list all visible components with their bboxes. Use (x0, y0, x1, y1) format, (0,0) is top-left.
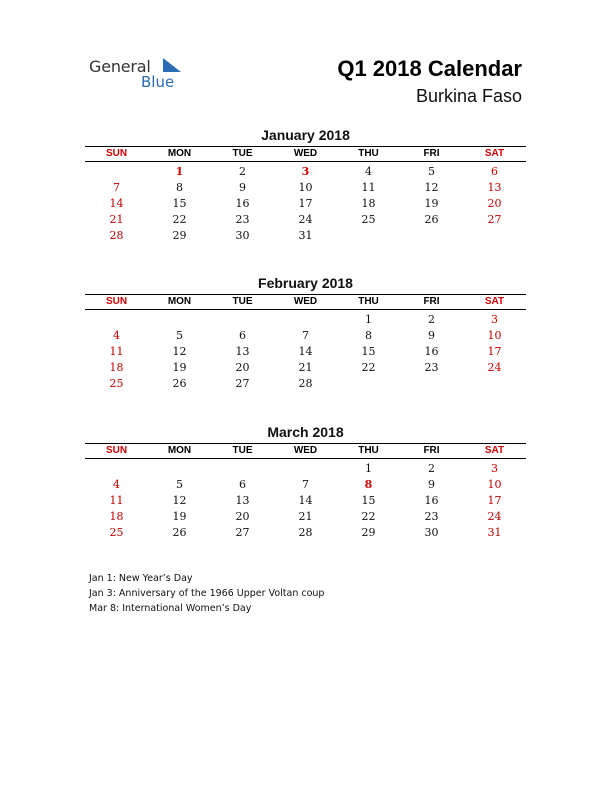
day-cell: 31 (487, 526, 502, 539)
day-cell: 18 (361, 197, 376, 210)
day-cell: 24 (487, 510, 502, 523)
day-cell: 8 (364, 478, 373, 491)
day-grid (85, 312, 526, 392)
day-cell: 22 (361, 510, 376, 523)
weekday-header (85, 443, 526, 459)
day-cell: 16 (235, 197, 250, 210)
day-cell: 2 (428, 462, 435, 475)
day-cell: 20 (235, 361, 250, 374)
empty-day-cell (211, 461, 274, 477)
month-block (85, 274, 526, 392)
day-cell: 9 (428, 329, 435, 342)
day-cell: 17 (487, 345, 502, 358)
holiday-note: Mar 8: International Women’s Day (89, 603, 252, 614)
day-cell: 10 (298, 181, 313, 194)
day-cell: 19 (424, 197, 439, 210)
day-cell: 13 (487, 181, 502, 194)
logo (89, 54, 199, 94)
logo-triangle-icon (163, 58, 181, 72)
day-cell: 24 (298, 213, 313, 226)
day-cell: 7 (302, 478, 309, 491)
day-grid (85, 461, 526, 541)
day-cell: 6 (239, 329, 246, 342)
weekday-label: SUN (105, 148, 128, 159)
weekday-label: FRI (423, 148, 440, 159)
day-cell: 27 (235, 526, 250, 539)
day-cell: 23 (235, 213, 250, 226)
page-title: Q1 2018 Calendar (337, 56, 522, 81)
day-cell: 12 (172, 494, 187, 507)
day-cell: 6 (239, 478, 246, 491)
empty-day-cell (274, 312, 337, 328)
day-cell: 22 (361, 361, 376, 374)
day-cell: 20 (487, 197, 502, 210)
day-cell: 6 (491, 165, 498, 178)
day-cell: 12 (172, 345, 187, 358)
day-cell: 12 (424, 181, 439, 194)
empty-day-cell (148, 312, 211, 328)
day-cell: 9 (428, 478, 435, 491)
day-cell: 10 (487, 329, 502, 342)
day-cell: 21 (298, 510, 313, 523)
day-cell: 2 (239, 165, 246, 178)
day-cell: 3 (491, 462, 498, 475)
weekday-header (85, 146, 526, 162)
day-grid (85, 164, 526, 244)
month-name: February 2018 (258, 275, 353, 291)
day-cell: 25 (109, 526, 124, 539)
day-cell: 4 (113, 478, 120, 491)
month-name: January 2018 (261, 127, 350, 143)
day-cell: 26 (172, 526, 187, 539)
weekday-label: WED (293, 296, 318, 307)
day-cell: 1 (365, 462, 372, 475)
weekday-label: TUE (232, 445, 253, 456)
day-cell: 26 (424, 213, 439, 226)
day-cell: 4 (113, 329, 120, 342)
day-cell: 28 (298, 526, 313, 539)
month-name: March 2018 (267, 424, 344, 440)
day-cell: 18 (109, 510, 124, 523)
day-cell: 28 (298, 377, 313, 390)
day-cell: 5 (176, 478, 183, 491)
day-cell: 30 (235, 229, 250, 242)
page-subtitle: Burkina Faso (415, 86, 522, 106)
day-cell: 17 (487, 494, 502, 507)
day-cell: 16 (424, 494, 439, 507)
day-cell: 1 (175, 165, 184, 178)
day-cell: 18 (109, 361, 124, 374)
day-cell: 21 (298, 361, 313, 374)
day-cell: 1 (365, 313, 372, 326)
day-cell: 13 (235, 345, 250, 358)
day-cell: 10 (487, 478, 502, 491)
empty-day-cell (148, 461, 211, 477)
day-cell: 8 (365, 329, 372, 342)
day-cell: 22 (172, 213, 187, 226)
day-cell: 3 (301, 165, 310, 178)
day-cell: 13 (235, 494, 250, 507)
weekday-label: SAT (484, 296, 505, 307)
day-cell: 23 (424, 361, 439, 374)
weekday-label: THU (358, 445, 379, 456)
day-cell: 29 (172, 229, 187, 242)
month-block (85, 423, 526, 541)
weekday-label: MON (167, 296, 192, 307)
day-cell: 4 (365, 165, 372, 178)
empty-day-cell (85, 164, 148, 180)
weekday-label: SAT (484, 148, 505, 159)
day-cell: 11 (109, 345, 124, 358)
empty-day-cell (85, 312, 148, 328)
weekday-label: FRI (423, 445, 440, 456)
day-cell: 11 (109, 494, 124, 507)
day-cell: 15 (172, 197, 187, 210)
empty-day-cell (274, 461, 337, 477)
day-cell: 31 (298, 229, 313, 242)
month-block (85, 126, 526, 244)
day-cell: 27 (487, 213, 502, 226)
day-cell: 20 (235, 510, 250, 523)
day-cell: 17 (298, 197, 313, 210)
weekday-label: TUE (232, 148, 253, 159)
logo-text-blue: Blue (141, 73, 175, 91)
weekday-label: THU (358, 296, 379, 307)
day-cell: 14 (298, 494, 313, 507)
day-cell: 28 (109, 229, 124, 242)
weekday-label: MON (167, 445, 192, 456)
day-cell: 25 (361, 213, 376, 226)
day-cell: 3 (491, 313, 498, 326)
weekday-header (85, 294, 526, 310)
day-cell: 23 (424, 510, 439, 523)
day-cell: 30 (424, 526, 439, 539)
day-cell: 19 (172, 361, 187, 374)
day-cell: 15 (361, 494, 376, 507)
day-cell: 5 (428, 165, 435, 178)
day-cell: 29 (361, 526, 376, 539)
weekday-label: MON (167, 148, 192, 159)
weekday-label: THU (358, 148, 379, 159)
day-cell: 14 (298, 345, 313, 358)
day-cell: 9 (239, 181, 246, 194)
day-cell: 11 (361, 181, 376, 194)
day-cell: 21 (109, 213, 124, 226)
empty-day-cell (211, 312, 274, 328)
day-cell: 2 (428, 313, 435, 326)
day-cell: 16 (424, 345, 439, 358)
logo-text-general: General (89, 57, 151, 76)
weekday-label: TUE (232, 296, 253, 307)
weekday-label: WED (293, 148, 318, 159)
weekday-label: FRI (423, 296, 440, 307)
day-cell: 25 (109, 377, 124, 390)
day-cell: 15 (361, 345, 376, 358)
day-cell: 5 (176, 329, 183, 342)
holiday-note: Jan 1: New Year’s Day (89, 573, 193, 584)
day-cell: 24 (487, 361, 502, 374)
weekday-label: SUN (105, 445, 128, 456)
day-cell: 19 (172, 510, 187, 523)
day-cell: 26 (172, 377, 187, 390)
day-cell: 8 (176, 181, 183, 194)
day-cell: 7 (302, 329, 309, 342)
weekday-label: WED (293, 445, 318, 456)
weekday-label: SAT (484, 445, 505, 456)
day-cell: 27 (235, 377, 250, 390)
weekday-label: SUN (105, 296, 128, 307)
day-cell: 7 (113, 181, 120, 194)
holiday-notes (89, 571, 324, 616)
empty-day-cell (85, 461, 148, 477)
holiday-note: Jan 3: Anniversary of the 1966 Upper Voltan coup (89, 588, 325, 599)
day-cell: 14 (109, 197, 124, 210)
